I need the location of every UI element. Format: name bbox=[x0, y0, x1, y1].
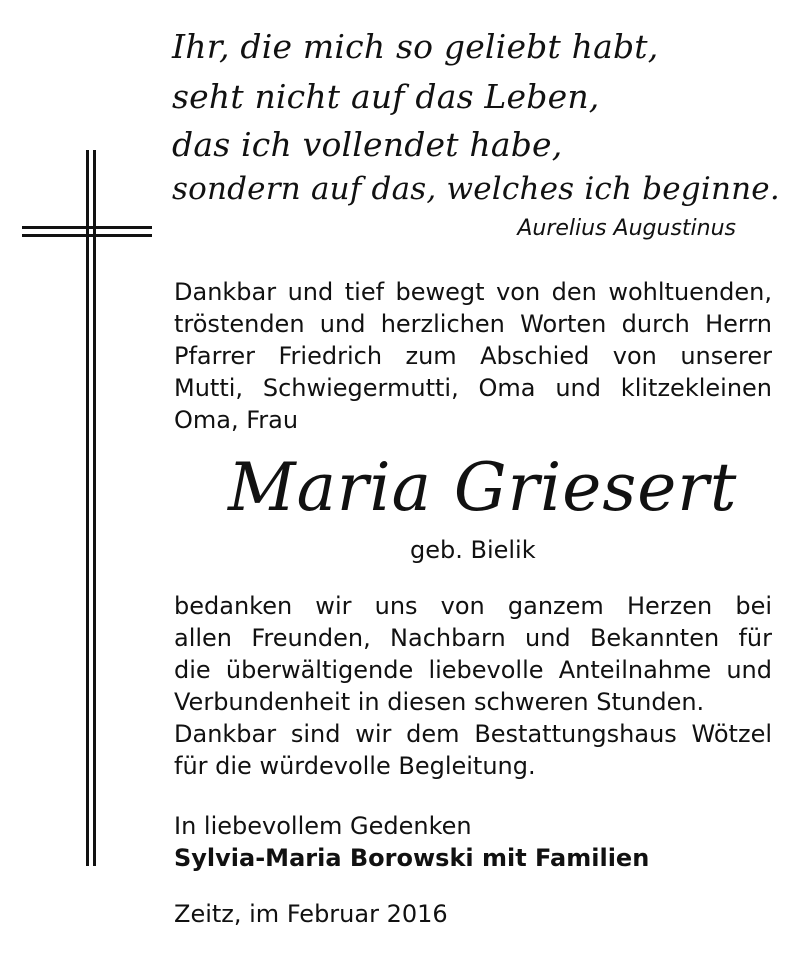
thanks-line: Dankbar sind wir dem Bestattungshaus Wötzel bbox=[174, 720, 772, 748]
intro-line: Oma, Frau bbox=[174, 406, 299, 434]
place-date: Zeitz, im Februar 2016 bbox=[174, 900, 448, 928]
intro-line: Pfarrer Friedrich zum Abschied von unserer bbox=[174, 342, 772, 370]
deceased-name: Maria Griesert bbox=[228, 449, 738, 526]
quote-line: Ihr, die mich so geliebt habt, bbox=[172, 27, 659, 66]
thanks-paragraph bbox=[174, 590, 772, 782]
maiden-name: geb. Bielik bbox=[410, 536, 536, 564]
thanks-line: die überwältigende liebevolle Anteilnahme und bbox=[174, 656, 772, 684]
quote-author: Aurelius Augustinus bbox=[517, 216, 736, 241]
signature: Sylvia-Maria Borowski mit Familien bbox=[174, 844, 650, 872]
intro-line: tröstenden und herzlichen Worten durch Herrn bbox=[174, 310, 772, 338]
cross-vertical-bar-left bbox=[86, 150, 89, 866]
thanks-line: allen Freunden, Nachbarn und Bekannten für bbox=[174, 624, 772, 652]
quote-line: das ich vollendet habe, bbox=[172, 125, 563, 164]
cross-horizontal-bar-bottom bbox=[22, 234, 152, 237]
thanks-line: Verbundenheit in diesen schweren Stunden. bbox=[174, 688, 705, 716]
quote-line: sondern auf das, welches ich beginne. bbox=[172, 171, 780, 207]
intro-line: Dankbar und tief bewegt von den wohltuenden, bbox=[174, 278, 772, 306]
quote-line: seht nicht auf das Leben, bbox=[172, 77, 600, 116]
thanks-line: bedanken wir uns von ganzem Herzen bei bbox=[174, 592, 772, 620]
cross-horizontal-bar-top bbox=[22, 226, 152, 229]
remembrance-text: In liebevollem Gedenken bbox=[174, 812, 472, 840]
intro-line: Mutti, Schwiegermutti, Oma und klitzekleinen bbox=[174, 374, 772, 402]
cross-vertical-bar-right bbox=[93, 150, 96, 866]
thanks-line: für die würdevolle Begleitung. bbox=[174, 752, 536, 780]
intro-paragraph bbox=[174, 276, 772, 436]
